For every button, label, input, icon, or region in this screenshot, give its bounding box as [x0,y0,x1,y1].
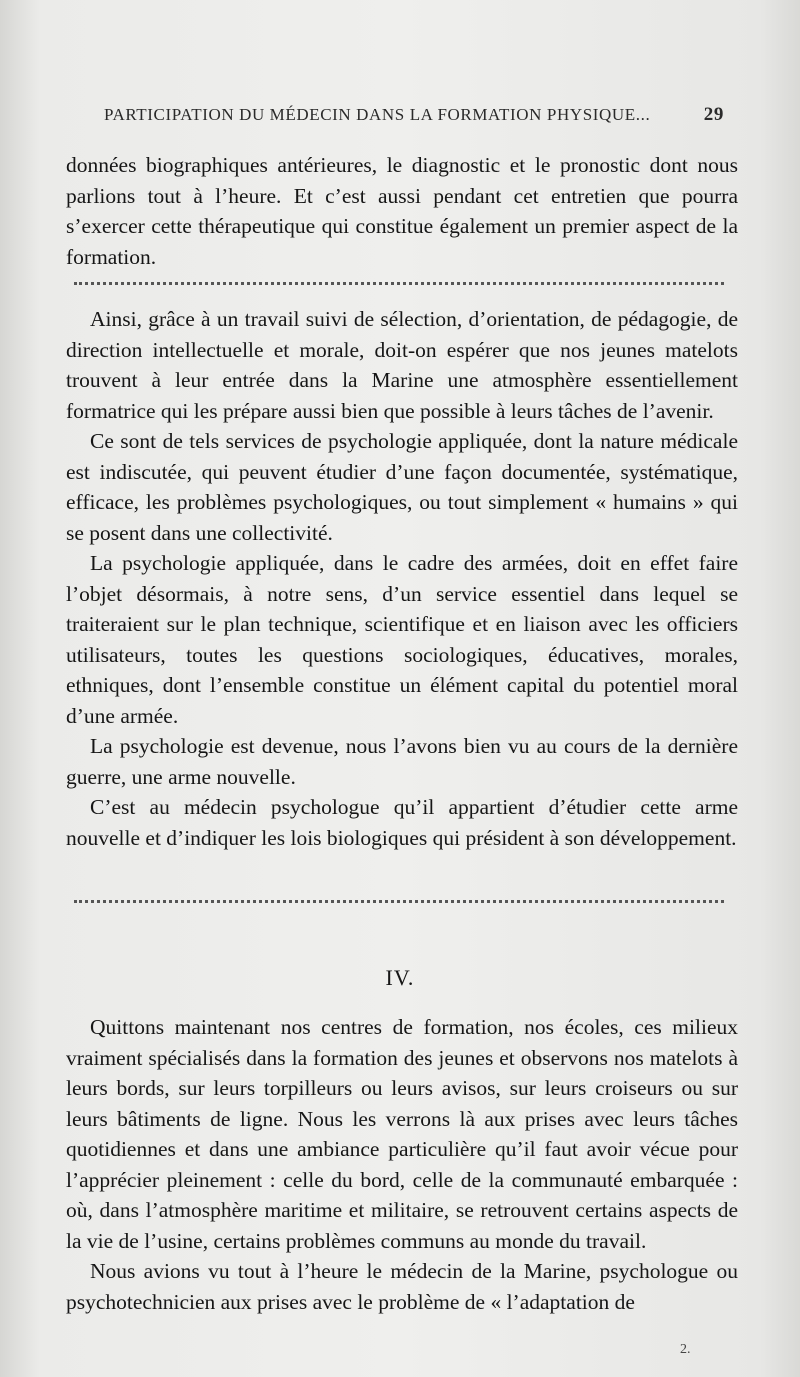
paragraph: Ainsi, grâce à un travail suivi de sélection, d’orientation, de pédagogie, de direction intellectuelle et morale, doit-on espérer que nos jeunes matelots trouvent à leur entrée dans la Marine une atmosphère essentiellement formatrice qui les prépare aussi bien que possible à leurs tâches de l’avenir. [66,307,738,423]
signature-mark: 2. [680,1342,691,1357]
paragraph: Ce sont de tels services de psychologie appliquée, dont la nature médicale est indiscutée, qui peuvent étudier d’une façon documentée, systématique, efficace, les problèmes psychologiques, ou tout simplement « humains » qui se posent dans une collectivité. [66,429,738,545]
page-number: 29 [703,104,724,125]
ellipsis-separator [74,282,724,287]
text-block-middle [66,304,738,853]
running-header [104,104,724,126]
paragraph: La psychologie appliquée, dans le cadre des armées, doit en effet faire l’objet désormais, à notre sens, d’un service essentiel dans lequel se traiteraient sur le plan technique, scientifique et en liaison avec les officiers utilisateurs, toutes les questions sociologiques, éducatives, morales, ethniques, dont l’ensemble constitue un élément capital du potentiel moral d’une armée. [66,551,738,728]
text-block-bottom [66,1012,738,1317]
paragraph: données biographiques antérieures, le diagnostic et le pronostic dont nous parlions tout à l’heure. Et c’est aussi pendant cet entretien que pourra s’exercer cette thérapeutique qui constitue également un premier aspect de la formation. [66,153,738,269]
running-title: PARTICIPATION DU MÉDECIN DANS LA FORMATION PHYSIQUE... [104,105,651,124]
paragraph: Nous avions vu tout à l’heure le médecin de la Marine, psychologue ou psychotechnicien aux prises avec le problème de « l’adaptation de [66,1259,738,1314]
paragraph: Quittons maintenant nos centres de formation, nos écoles, ces milieux vraiment spécialisés dans la formation des jeunes et observons nos matelots à leurs bords, sur leurs torpilleurs ou leurs avisos, sur leurs croiseurs ou sur leurs bâtiments de ligne. Nous les verrons là aux prises avec leurs tâches quotidiennes et dans une ambiance particulière qu’il faut avoir vécue pour l’apprécier pleinement : celle du bord, celle de la communauté embarquée : où, dans l’atmosphère maritime et militaire, se retrouvent certains aspects de la vie de l’usine, certains problèmes communs au monde du travail. [66,1015,738,1253]
ellipsis-separator [74,900,724,905]
section-number: IV. [385,965,415,990]
paragraph: C’est au médecin psychologue qu’il appartient d’étudier cette arme nouvelle et d’indiquer les lois biologiques qui président à son développement. [66,795,738,850]
paragraph: La psychologie est devenue, nous l’avons bien vu au cours de la dernière guerre, une arme nouvelle. [66,734,738,789]
text-block-top [66,150,738,272]
